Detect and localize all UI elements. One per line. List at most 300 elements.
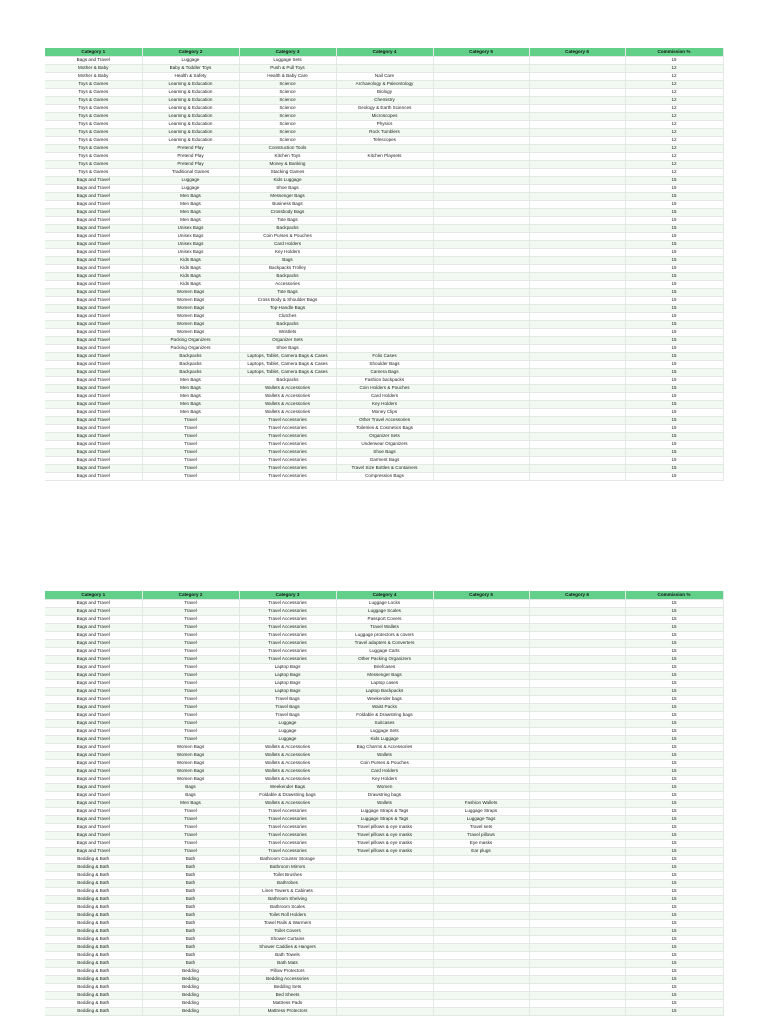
table-row [45,144,723,152]
table-row [45,863,723,871]
cell-category-1: Bags and Travel [45,839,142,847]
cell-category-5: Luggage Tags [433,815,529,823]
cell-category-6 [529,472,625,480]
cell-category-6 [529,208,625,216]
header-category-2: Category 2 [142,48,239,56]
cell-category-5 [433,767,529,775]
cell-category-1: Bags and Travel [45,671,142,679]
cell-category-6 [529,839,625,847]
cell-category-6 [529,240,625,248]
cell-category-6 [529,975,625,983]
cell-category-2: Men Bags [142,408,239,416]
cell-category-3: Laptops, Tablet, Camera Bags & Cases [239,352,336,360]
cell-category-6 [529,368,625,376]
cell-commission: 15 [625,695,723,703]
cell-category-2: Backpacks [142,360,239,368]
table-row [45,631,723,639]
header-category-2: Category 2 [142,591,239,599]
header-category-4: Category 4 [336,48,433,56]
cell-commission: 15 [625,847,723,855]
table-row [45,160,723,168]
table-row [45,855,723,863]
cell-category-3: Clutches [239,312,336,320]
header-category-1: Category 1 [45,591,142,599]
cell-category-3: Toilet Covers [239,927,336,935]
cell-category-2: Bath [142,879,239,887]
table-row [45,120,723,128]
cell-category-1: Bags and Travel [45,328,142,336]
cell-category-5 [433,727,529,735]
cell-category-6 [529,831,625,839]
cell-category-6 [529,791,625,799]
cell-category-1: Bags and Travel [45,288,142,296]
category-table-page-2 [45,591,723,1016]
cell-category-4 [336,935,433,943]
cell-category-2: Luggage [142,184,239,192]
cell-category-6 [529,679,625,687]
cell-category-5 [433,336,529,344]
table-row [45,639,723,647]
cell-category-5 [433,288,529,296]
cell-category-6 [529,408,625,416]
table-row [45,623,723,631]
cell-commission: 15 [625,599,723,607]
cell-category-1: Toys & Games [45,96,142,104]
cell-category-5 [433,256,529,264]
cell-category-5 [433,120,529,128]
cell-commission: 15 [625,232,723,240]
cell-category-5 [433,248,529,256]
table-row [45,64,723,72]
cell-category-1: Bedding & Bath [45,991,142,999]
cell-category-2: Traditional Games [142,168,239,176]
cell-category-2: Kids Bags [142,256,239,264]
cell-category-1: Bags and Travel [45,711,142,719]
cell-category-4 [336,192,433,200]
cell-category-2: Travel [142,687,239,695]
cell-category-6 [529,775,625,783]
cell-category-1: Bags and Travel [45,360,142,368]
cell-category-2: Bath [142,951,239,959]
cell-category-6 [529,392,625,400]
cell-category-3: Travel Accessories [239,631,336,639]
cell-category-5 [433,607,529,615]
cell-category-3: Travel Accessories [239,607,336,615]
cell-category-3: Wallets & Accessories [239,743,336,751]
cell-category-6 [529,967,625,975]
cell-category-5 [433,240,529,248]
cell-category-5 [433,703,529,711]
cell-category-3: Wallets & Accessories [239,799,336,807]
cell-category-2: Kids Bags [142,264,239,272]
table-row [45,88,723,96]
cell-category-2: Women Bags [142,296,239,304]
cell-category-1: Bedding & Bath [45,919,142,927]
cell-category-5 [433,408,529,416]
cell-category-5: Travel sets [433,823,529,831]
cell-category-4: Bag Charms & Accessories [336,743,433,751]
cell-category-6 [529,687,625,695]
table-row [45,895,723,903]
header-category-6: Category 6 [529,591,625,599]
cell-category-3: Wallets & Accessories [239,751,336,759]
cell-category-2: Travel [142,456,239,464]
cell-category-3: Travel Accessories [239,639,336,647]
cell-category-5 [433,791,529,799]
cell-category-3: Kids Luggage [239,176,336,184]
cell-category-1: Bags and Travel [45,432,142,440]
cell-category-6 [529,384,625,392]
header-row [45,591,723,599]
table-row [45,847,723,855]
cell-category-2: Travel [142,607,239,615]
cell-category-5 [433,80,529,88]
cell-category-4 [336,975,433,983]
cell-category-3: Laptop Bags [239,663,336,671]
table-row [45,288,723,296]
cell-commission: 15 [625,176,723,184]
cell-category-4: Luggage Locks [336,599,433,607]
cell-category-5 [433,655,529,663]
cell-category-3: Mattress Pads [239,999,336,1007]
cell-category-4 [336,903,433,911]
cell-category-3: Shoe Bags [239,184,336,192]
cell-category-3: Push & Pull Toys [239,64,336,72]
table-row [45,999,723,1007]
cell-category-1: Bags and Travel [45,248,142,256]
cell-category-4: Card Holders [336,767,433,775]
cell-category-5: Eye masks [433,839,529,847]
cell-category-4: Drawstring bags [336,791,433,799]
cell-category-1: Bags and Travel [45,472,142,480]
cell-category-1: Toys & Games [45,136,142,144]
cell-category-4 [336,304,433,312]
cell-category-5 [433,208,529,216]
cell-category-5 [433,895,529,903]
cell-category-1: Bags and Travel [45,751,142,759]
cell-commission: 15 [625,623,723,631]
cell-category-6 [529,879,625,887]
table-row [45,400,723,408]
cell-category-4 [336,232,433,240]
cell-category-4 [336,296,433,304]
cell-category-2: Travel [142,695,239,703]
cell-commission: 15 [625,264,723,272]
cell-category-2: Men Bags [142,799,239,807]
cell-category-4 [336,168,433,176]
cell-category-4: Briefcases [336,663,433,671]
table-row [45,887,723,895]
cell-category-2: Men Bags [142,208,239,216]
cell-category-6 [529,607,625,615]
cell-category-4: Money Clips [336,408,433,416]
table-row [45,951,723,959]
cell-category-5 [433,863,529,871]
cell-category-2: Travel [142,663,239,671]
cell-category-4 [336,160,433,168]
cell-category-2: Travel [142,679,239,687]
cell-category-5 [433,176,529,184]
cell-category-1: Bags and Travel [45,368,142,376]
cell-category-3: Messenger Bags [239,192,336,200]
cell-commission: 15 [625,687,723,695]
table-row [45,384,723,392]
cell-category-2: Luggage [142,56,239,64]
cell-category-4: Travel Size Bottles & Containers [336,464,433,472]
cell-category-5 [433,751,529,759]
cell-category-5 [433,663,529,671]
cell-category-3: Coin Purses & Pouches [239,232,336,240]
cell-commission: 12 [625,72,723,80]
cell-category-6 [529,176,625,184]
table-row [45,751,723,759]
cell-category-2: Women Bags [142,759,239,767]
cell-category-5 [433,416,529,424]
table-row [45,775,723,783]
cell-category-3: Wallets & Accessories [239,767,336,775]
cell-category-1: Bags and Travel [45,727,142,735]
cell-category-4 [336,887,433,895]
cell-category-5 [433,943,529,951]
cell-category-6 [529,216,625,224]
cell-category-1: Toys & Games [45,128,142,136]
cell-category-4: Messenger Bags [336,671,433,679]
cell-category-6 [529,272,625,280]
cell-category-1: Bags and Travel [45,184,142,192]
cell-category-4 [336,64,433,72]
table-row [45,967,723,975]
cell-category-6 [529,855,625,863]
header-row [45,48,723,56]
cell-category-3: Foldable & Drawstring bags [239,791,336,799]
cell-category-4 [336,280,433,288]
cell-commission: 15 [625,344,723,352]
cell-category-5 [433,232,529,240]
table-row [45,903,723,911]
cell-commission: 15 [625,775,723,783]
cell-category-5 [433,104,529,112]
cell-category-4: Key Holders [336,400,433,408]
cell-category-2: Bath [142,919,239,927]
cell-category-5 [433,464,529,472]
cell-commission: 15 [625,392,723,400]
cell-category-6 [529,727,625,735]
cell-category-1: Bags and Travel [45,775,142,783]
cell-category-1: Bags and Travel [45,320,142,328]
cell-category-4: Luggage Straps & Tags [336,815,433,823]
cell-category-2: Travel [142,671,239,679]
cell-category-6 [529,224,625,232]
cell-category-4: Passport Covers [336,615,433,623]
cell-category-5 [433,743,529,751]
cell-category-2: Bath [142,855,239,863]
cell-category-1: Bags and Travel [45,408,142,416]
cell-commission: 15 [625,360,723,368]
cell-commission: 15 [625,855,723,863]
cell-category-2: Bath [142,943,239,951]
cell-category-1: Bags and Travel [45,376,142,384]
cell-category-3: Travel Accessories [239,831,336,839]
cell-category-4 [336,919,433,927]
cell-category-5 [433,975,529,983]
table-row [45,136,723,144]
cell-category-1: Bags and Travel [45,791,142,799]
cell-category-2: Unisex Bags [142,240,239,248]
cell-category-6 [529,360,625,368]
header-category-3: Category 3 [239,48,336,56]
cell-category-5 [433,64,529,72]
cell-commission: 15 [625,368,723,376]
table-row [45,168,723,176]
cell-commission: 15 [625,456,723,464]
cell-commission: 12 [625,152,723,160]
cell-category-4 [336,983,433,991]
cell-category-4 [336,959,433,967]
table-row [45,959,723,967]
cell-category-6 [529,112,625,120]
cell-category-5 [433,96,529,104]
cell-category-5 [433,887,529,895]
cell-category-3: Bath Towels [239,951,336,959]
cell-category-6 [529,703,625,711]
cell-category-5 [433,615,529,623]
cell-commission: 15 [625,911,723,919]
cell-commission: 15 [625,831,723,839]
cell-category-2: Women Bags [142,312,239,320]
cell-commission: 15 [625,943,723,951]
cell-category-2: Men Bags [142,200,239,208]
cell-category-4: Wallets [336,799,433,807]
table-row [45,919,723,927]
cell-commission: 15 [625,991,723,999]
cell-category-2: Men Bags [142,216,239,224]
cell-category-2: Travel [142,631,239,639]
cell-category-5 [433,735,529,743]
cell-category-5: Fashion Wallets [433,799,529,807]
cell-category-1: Bedding & Bath [45,887,142,895]
cell-category-2: Travel [142,815,239,823]
cell-category-2: Learning & Education [142,128,239,136]
cell-commission: 12 [625,160,723,168]
cell-category-1: Toys & Games [45,168,142,176]
cell-category-3: Bedding Accessories [239,975,336,983]
cell-category-4: Microscopes [336,112,433,120]
cell-category-6 [529,895,625,903]
cell-category-5 [433,759,529,767]
cell-category-3: Laptops, Tablet, Camera Bags & Cases [239,360,336,368]
cell-category-4: Weekender bags [336,695,433,703]
cell-category-3: Bathroom Counter Storage [239,855,336,863]
cell-category-4: Archaeology & Paleontology [336,80,433,88]
cell-category-4: Underwear Organizers [336,440,433,448]
cell-category-2: Bath [142,959,239,967]
cell-category-1: Toys & Games [45,120,142,128]
cell-category-5 [433,783,529,791]
cell-category-2: Travel [142,655,239,663]
cell-category-1: Bags and Travel [45,312,142,320]
cell-category-3: Science [239,112,336,120]
cell-category-3: Toilet Roll Holders [239,911,336,919]
cell-category-6 [529,304,625,312]
cell-category-1: Bedding & Bath [45,871,142,879]
cell-category-4 [336,176,433,184]
cell-category-6 [529,352,625,360]
cell-category-5 [433,264,529,272]
cell-category-3: Travel Accessories [239,416,336,424]
table-row [45,991,723,999]
cell-category-4 [336,256,433,264]
cell-commission: 15 [625,639,723,647]
cell-category-1: Bags and Travel [45,663,142,671]
table-row [45,456,723,464]
cell-category-2: Bath [142,927,239,935]
cell-category-6 [529,887,625,895]
cell-category-3: Bed Sheets [239,991,336,999]
cell-category-2: Bags [142,783,239,791]
cell-category-2: Travel [142,847,239,855]
cell-category-3: Travel Accessories [239,440,336,448]
cell-category-6 [529,424,625,432]
cell-category-1: Bags and Travel [45,200,142,208]
cell-category-5 [433,967,529,975]
cell-category-5 [433,72,529,80]
cell-category-5 [433,392,529,400]
cell-category-1: Bags and Travel [45,687,142,695]
cell-category-2: Travel [142,615,239,623]
header-category-5: Category 5 [433,48,529,56]
cell-category-5 [433,448,529,456]
cell-category-5 [433,200,529,208]
cell-category-4 [336,288,433,296]
cell-category-6 [529,312,625,320]
cell-category-4 [336,855,433,863]
cell-commission: 15 [625,967,723,975]
table-row [45,280,723,288]
cell-commission: 15 [625,408,723,416]
cell-category-3: Bags [239,256,336,264]
cell-category-1: Bags and Travel [45,807,142,815]
table-row [45,759,723,767]
cell-category-3: Science [239,128,336,136]
cell-category-6 [529,911,625,919]
table-row [45,304,723,312]
cell-category-1: Bags and Travel [45,336,142,344]
cell-commission: 12 [625,168,723,176]
cell-category-6 [529,264,625,272]
table-row [45,224,723,232]
cell-category-4: Camera Bags [336,368,433,376]
cell-category-1: Bags and Travel [45,416,142,424]
cell-category-5 [433,679,529,687]
cell-category-1: Bags and Travel [45,655,142,663]
cell-commission: 12 [625,64,723,72]
cell-commission: 15 [625,464,723,472]
cell-commission: 15 [625,376,723,384]
cell-category-5 [433,935,529,943]
cell-commission: 15 [625,328,723,336]
cell-category-1: Toys & Games [45,112,142,120]
table-row [45,392,723,400]
commission-table [45,591,724,1016]
cell-category-1: Bags and Travel [45,759,142,767]
cell-category-2: Learning & Education [142,136,239,144]
cell-category-3: Travel Accessories [239,599,336,607]
cell-category-1: Bedding & Bath [45,903,142,911]
cell-category-1: Bedding & Bath [45,895,142,903]
cell-category-3: Tote Bags [239,216,336,224]
cell-category-1: Bags and Travel [45,384,142,392]
cell-commission: 15 [625,887,723,895]
